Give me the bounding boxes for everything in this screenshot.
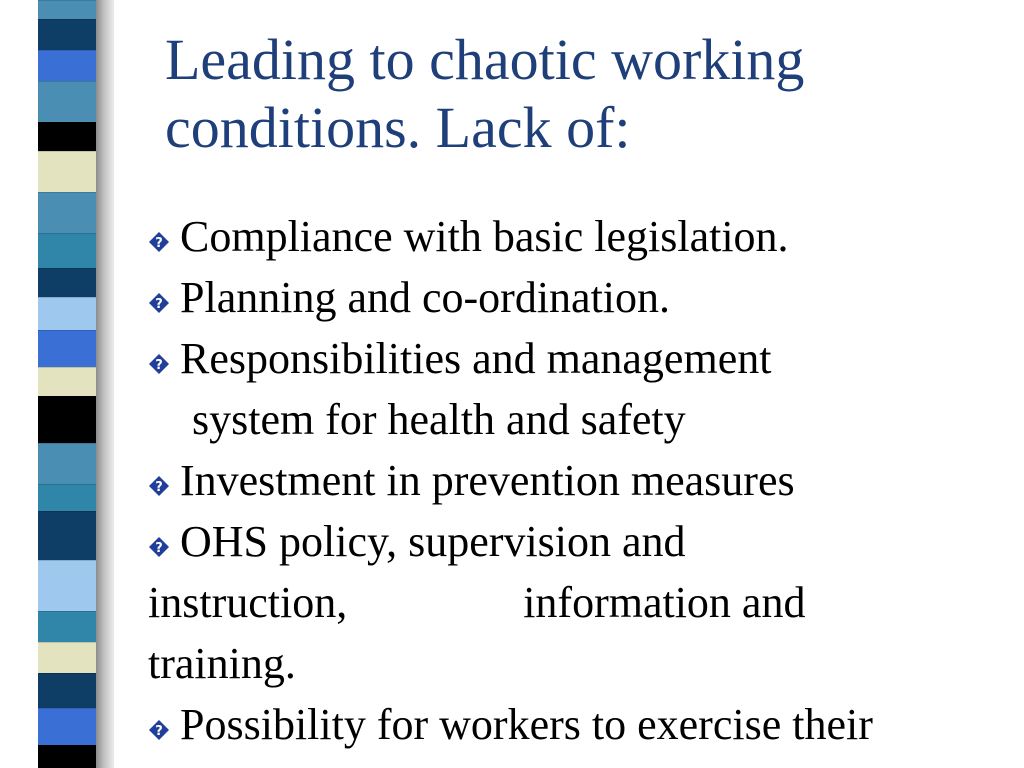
diamond-question-icon [148,231,170,253]
diamond-question-icon [148,292,170,314]
title-line: conditions. Lack of: [165,95,631,160]
bullet-item [148,511,1018,694]
bullet-text-fragment: information and [523,578,806,627]
stripe [38,233,96,268]
svg-text:?: ? [155,724,163,739]
bullet-text-continuation [148,572,1018,633]
stripe [38,50,96,81]
stripe [38,151,96,192]
stripe [38,81,96,122]
bullet-list [148,206,1018,755]
diamond-question-icon [148,719,170,741]
stripe [38,122,96,151]
stripe [38,268,96,297]
bullet-text: Planning and co-ordination. [180,273,671,322]
bullet-text-fragment: instruction, [148,578,348,627]
bullet-text: Investment in prevention measures [180,456,795,505]
stripe [38,708,96,745]
bullet-item [148,328,1018,450]
title-line: Leading to chaotic working [165,27,805,92]
svg-text:?: ? [155,236,163,251]
stripe [38,611,96,642]
svg-text:?: ? [155,480,163,495]
stripe-bar-shadow [96,0,114,768]
svg-text:?: ? [155,358,163,373]
slide-title [165,26,985,162]
stripe [38,642,96,673]
diamond-question-icon [148,536,170,558]
bullet-item [148,267,1018,328]
diamond-question-icon [148,353,170,375]
stripe [38,673,96,708]
stripe [38,396,96,443]
bullet-text: Possibility for workers to exercise their [180,700,873,749]
stripe [38,560,96,611]
bullet-text: Responsibilities and management [180,334,772,383]
diamond-question-icon [148,475,170,497]
stripe [38,367,96,396]
bullet-item [148,206,1018,267]
stripe [38,443,96,484]
decorative-stripe-bar [38,0,96,768]
bullet-item [148,694,1018,755]
bullet-text: Compliance with basic legislation. [180,212,789,261]
bullet-item [148,450,1018,511]
stripe [38,19,96,50]
bullet-text: OHS policy, supervision and [180,517,686,566]
stripe [38,297,96,330]
stripe [38,745,96,768]
bullet-text-continuation: system for health and safety [192,395,686,444]
stripe [38,330,96,367]
stripe [38,511,96,560]
bullet-text-continuation: training. [148,639,296,688]
stripe [38,192,96,233]
stripe [38,484,96,511]
stripe [38,0,96,19]
svg-text:?: ? [155,541,163,556]
svg-text:?: ? [155,297,163,312]
